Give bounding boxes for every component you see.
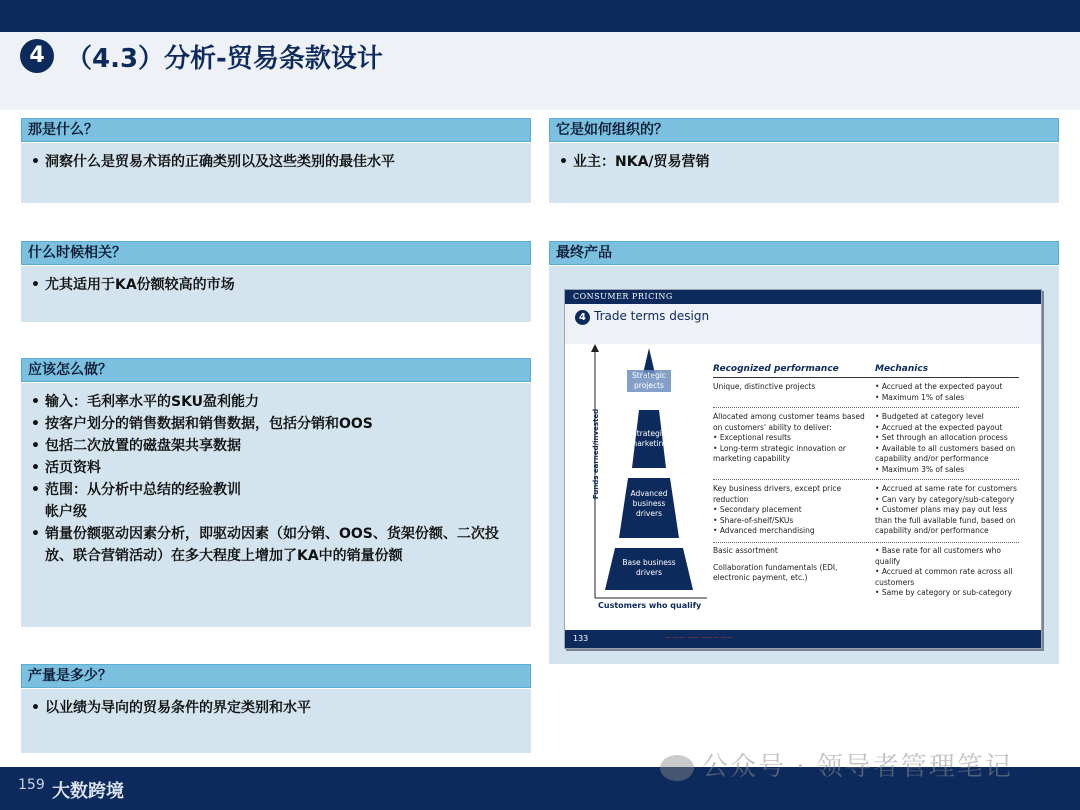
row2-mech-item: • Maximum 3% of sales — [875, 465, 1020, 476]
col-header-mechanics: Mechanics — [875, 364, 929, 374]
watermark-text: 公众号 · 领导者管理笔记 — [702, 752, 1013, 782]
slide-title: Trade terms design — [594, 309, 710, 323]
pyramid-label-3: Advanced business drivers — [630, 489, 668, 518]
row3-performance — [713, 484, 865, 537]
page-number: 159 — [18, 777, 45, 793]
row4-mechanics — [875, 546, 1020, 599]
header-rule — [713, 377, 1019, 378]
output-body — [21, 689, 531, 753]
how-do-bullet — [29, 479, 523, 523]
what-header: 那是什么？ — [21, 118, 531, 142]
y-axis-arrow — [591, 344, 599, 352]
row2-perf-bullet: • Exceptional results — [713, 433, 865, 444]
row3-perf-bullet: • Advanced merchandising — [713, 526, 865, 537]
slide-y-axis-label: Funds earned/invested — [592, 408, 601, 500]
what-body — [21, 143, 531, 203]
embedded-slide — [564, 289, 1042, 649]
row2-mech-item: • Accrued at the expected payout — [875, 423, 1020, 434]
row3-perf-text: Key business drivers, except price reduction — [713, 484, 842, 504]
output-header: 产量是多少？ — [21, 664, 531, 688]
row2-perf-bullet: • Long-term strategic innovation or marketing capability — [713, 444, 865, 465]
when-body — [21, 266, 531, 322]
how-do-bullet: • 输入：毛利率水平的SKU盈利能力 — [29, 391, 523, 413]
row4-performance — [713, 546, 865, 584]
row4-mech-item: • Accrued at common rate across all customers — [875, 567, 1020, 588]
how-do-header: 应该怎么做？ — [21, 358, 531, 382]
row1-performance — [713, 382, 863, 393]
row1-mechanics — [875, 382, 1020, 403]
final-header: 最终产品 — [549, 241, 1059, 265]
when-bullet: • 尤其适用于KA份额较高的市场 — [29, 274, 523, 296]
how-do-body — [21, 383, 531, 627]
row1-mech-item: • Accrued at the expected payout — [875, 382, 1020, 393]
footer-logo: 大数跨境 — [52, 781, 124, 802]
slide-bottom-bar — [565, 630, 1041, 649]
section-number-badge: 4 — [20, 39, 54, 73]
row3-perf-bullet: • Secondary placement — [713, 505, 865, 516]
row2-mech-item: • Budgeted at category level — [875, 412, 1020, 423]
what-bullet: • 洞察什么是贸易术语的正确类别以及这些类别的最佳水平 — [29, 151, 523, 173]
output-bullet: • 以业绩为导向的贸易条件的界定类别和水平 — [29, 697, 523, 719]
slide-footer-text: — —— —— ——— —— — [665, 634, 733, 641]
row4-perf-text: Collaboration fundamentals (EDI, electronic payment, etc.) — [713, 562, 838, 582]
how-org-header: 它是如何组织的？ — [549, 118, 1059, 142]
row1-mech-item: • Maximum 1% of sales — [875, 393, 1020, 404]
pyramid-label-2: Strategic marketing — [629, 429, 669, 448]
row4-mech-item: • Base rate for all customers who qualify — [875, 546, 1020, 567]
pyramid-label-1: Strategic projects — [632, 371, 666, 390]
row2-performance — [713, 412, 865, 465]
row2-mechanics — [875, 412, 1020, 475]
row-divider — [713, 407, 1019, 408]
row2-mech-item: • Available to all customers based on capability and/or performance — [875, 444, 1020, 465]
row3-perf-bullet: • Share-of-shelf/SKUs — [713, 516, 865, 527]
how-do-bullet: • 包括二次放置的磁盘架共享数据 — [29, 435, 523, 457]
how-do-bullet: • 按客户划分的销售数据和销售数据，包括分销和OOS — [29, 413, 523, 435]
how-do-bullet-text: 范围：从分析中总结的经验教训 — [45, 482, 241, 498]
row3-mech-item: • Accrued at same rate for customers — [875, 484, 1020, 495]
row3-mech-item: • Customer plans may pay out less than the full available fund, based on capability and/or performance — [875, 505, 1020, 537]
how-do-sub-line: 帐户级 — [45, 504, 87, 520]
page-title: （4.3）分析-贸易条款设计 — [66, 44, 383, 74]
pyramid-label-4: Base business drivers — [622, 558, 676, 577]
slide-section-label: CONSUMER PRICING — [573, 292, 673, 301]
row4-mech-item: • Same by category or sub-category — [875, 588, 1020, 599]
row-divider — [713, 479, 1019, 480]
how-do-bullet: • 活页资料 — [29, 457, 523, 479]
how-org-bullet: • 业主：NKA/贸易营销 — [557, 151, 1051, 173]
how-do-bullet: • 销量份额驱动因素分析，即驱动因素（如分销、OOS、货架份额、二次投放、联合营销活动）在多大程度上增加了KA中的销量份额 — [29, 523, 523, 567]
row3-mechanics — [875, 484, 1020, 537]
row4-perf-text: Basic assortment — [713, 546, 778, 555]
slide-x-axis-label: Customers who qualify — [598, 601, 702, 610]
row-divider — [713, 542, 1019, 543]
row2-mech-item: • Set through an allocation process — [875, 433, 1020, 444]
when-header: 什么时候相关？ — [21, 241, 531, 265]
wechat-icon — [660, 755, 694, 781]
how-org-body — [549, 143, 1059, 203]
row2-perf-text: Allocated among customer teams based on customers' ability to deliver: — [713, 412, 865, 432]
slide-number-badge: 4 — [575, 310, 590, 325]
slide-page-number: 133 — [573, 634, 589, 643]
top-bar — [0, 0, 1080, 32]
row1-perf-text: Unique, distinctive projects — [713, 382, 816, 391]
row3-mech-item: • Can vary by category/sub-category — [875, 495, 1020, 506]
col-header-performance: Recognized performance — [713, 364, 839, 374]
watermark — [660, 746, 1013, 783]
